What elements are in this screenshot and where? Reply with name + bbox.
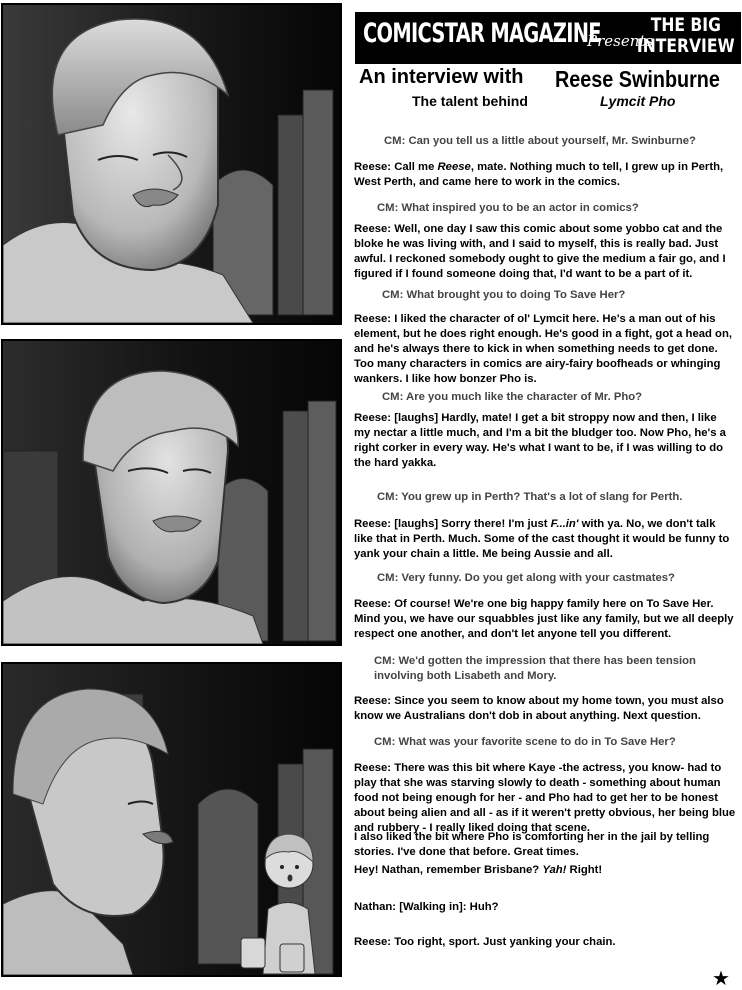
intro-line-1: An interview with — [359, 66, 524, 88]
reese-and-nathan-illustration — [3, 664, 340, 975]
comic-panel-2 — [1, 339, 342, 646]
question-1: CM: Can you tell us a little about yourself, Mr. Swinburne? — [384, 135, 696, 147]
question-5: CM: You grew up in Perth? That's a lot of slang for Perth. — [377, 491, 683, 503]
big-interview-label: THE BIG INTERVIEW — [636, 14, 735, 57]
star-icon: ★ — [712, 966, 730, 990]
question-2: CM: What inspired you to be an actor in comics? — [377, 202, 639, 214]
answer-4: Reese: [laughs] Hardly, mate! I get a bit stroppy now and then, I like my nectar a little much, and I'm a bit the bludger too. Now Pho, he's a right corker in every way. He's what I want to be, if I was willing to do the hard yakka. — [354, 412, 726, 469]
answer-5: Reese: [laughs] Sorry there! I'm just F...in' with ya. No, we don't talk like that in Perth. Much. Some of the cast thought it would be funny to yank your chain a little. Me being Aussie and all. — [354, 518, 730, 560]
magazine-masthead — [355, 12, 741, 64]
answer-1: Reese: Call me Reese, mate. Nothing much to tell, I grew up in Perth, West Perth, and came here to work in the comics. — [354, 161, 724, 188]
answer-6: Reese: Of course! We're one big happy family here on To Save Her. Mind you, we have our squabbles just like any family, but we all deeply respect one another, and don't let anyone tell you different. — [354, 598, 734, 640]
magazine-title: COMICSTAR MAGAZINE — [363, 18, 601, 49]
comic-panel-1 — [1, 3, 342, 325]
answer-7: Reese: Since you seem to know about my home town, you must also know we Australians don't dob in about anything. Next question. — [354, 695, 724, 722]
character-name: Lymcit Pho — [600, 93, 676, 109]
intro-line-2: The talent behind — [412, 93, 528, 109]
answer-9: I also liked the bit where Pho is comforting her in the jail by telling stories. I've done that before. Great times. — [354, 831, 710, 858]
comic-panel-3 — [1, 662, 342, 977]
presents-label: Presents — [587, 32, 654, 50]
answer-11: Reese: Too right, sport. Just yanking your chain. — [354, 936, 616, 948]
answer-2: Reese: Well, one day I saw this comic about some yobbo cat and the bloke he was living with, and I said to myself, this is really bad. Just awful. I reckoned somebody ought to give the medium a fair go, and I figured if I found someone doing that, I'd want to be a part of it. — [354, 223, 726, 280]
reese-portrait-illustration — [3, 341, 340, 644]
question-3: CM: What brought you to doing To Save Her? — [382, 289, 626, 301]
nathan-line: Nathan: [Walking in]: Huh? — [354, 901, 499, 913]
answer-10: Hey! Nathan, remember Brisbane? Yah! Right! — [354, 864, 603, 876]
question-8: CM: What was your favorite scene to do in To Save Her? — [374, 736, 676, 748]
reese-portrait-illustration — [3, 5, 340, 323]
interviewee-name: Reese Swinburne — [555, 66, 720, 92]
question-7: CM: We'd gotten the impression that there has been tension involving both Lisabeth and Mory. — [374, 655, 696, 682]
question-6: CM: Very funny. Do you get along with your castmates? — [377, 572, 675, 584]
answer-8: Reese: There was this bit where Kaye -the actress, you know- had to play that she was starving slowly to death - something about human food not being enough for her - and Pho had to get her to be honest about being alien and all - as if it weren't pretty obvious, her being blue and rubbery - I really liked doing that scene. — [354, 762, 736, 834]
answer-3: Reese: I liked the character of ol' Lymcit here. He's a man out of his element, but he does right enough. He's good in a fight, got a head on, and he's always there to kick in when something needs to get done. Too many characters in comics are airy-fairy boofheads or whinging wankers. I like how bonzer Pho is. — [354, 313, 732, 385]
question-4: CM: Are you much like the character of Mr. Pho? — [382, 391, 643, 403]
